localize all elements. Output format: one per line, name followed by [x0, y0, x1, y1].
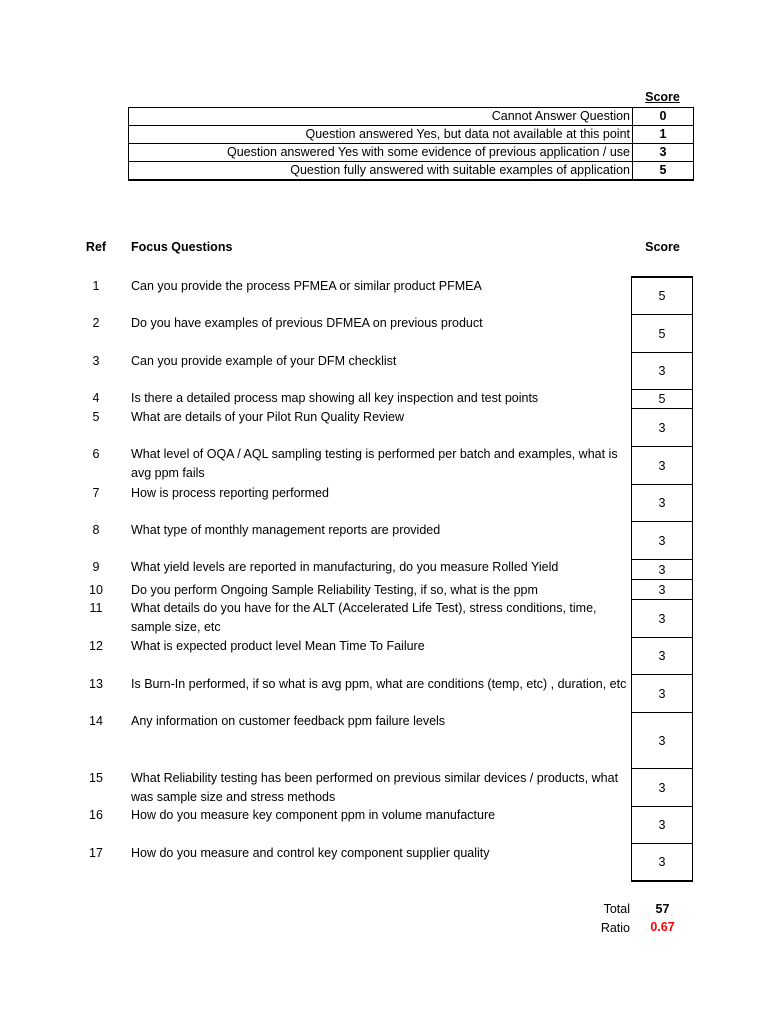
row-question: What details do you have for the ALT (Accelerated Life Test), stress conditions, time, sample size, etc: [131, 601, 597, 634]
legend-score-header: Score: [645, 90, 680, 104]
row-question: Can you provide the process PFMEA or similar product PFMEA: [131, 279, 482, 293]
row-question: What is expected product level Mean Time To Failure: [131, 639, 425, 653]
legend-description: Question answered Yes with some evidence of previous application / use: [129, 144, 633, 162]
score-cell: [631, 806, 693, 844]
row-question: How do you measure and control key component supplier quality: [131, 846, 490, 860]
row-ref: 13: [89, 677, 103, 691]
row-ref: 14: [89, 714, 103, 728]
legend-description: Question answered Yes, but data not available at this point: [129, 126, 633, 144]
score-cell: [631, 599, 693, 638]
row-ref: 10: [89, 583, 103, 597]
row-ref: 12: [89, 639, 103, 653]
score-cell: [631, 674, 693, 713]
score-cell: [631, 446, 693, 485]
score-value: 3: [658, 780, 666, 795]
score-value: 3: [658, 420, 666, 435]
row-ref: 1: [92, 279, 100, 293]
score-value: 3: [658, 649, 666, 663]
row-question: Is Burn-In performed, if so what is avg ppm, what are conditions (temp, etc) , duration, etc: [131, 677, 627, 691]
row-ref: 6: [92, 447, 100, 461]
row-ref: 16: [89, 808, 103, 822]
score-value: 5: [658, 392, 666, 406]
score-cell: [631, 352, 693, 390]
score-value: 3: [658, 496, 666, 510]
score-value: 3: [658, 855, 666, 869]
row-question: What yield levels are reported in manufacturing, do you measure Rolled Yield: [131, 560, 559, 574]
score-value: 5: [658, 326, 666, 341]
score-value: 3: [658, 458, 666, 473]
question-column-header: Focus Questions: [131, 240, 233, 254]
row-question: What type of monthly management reports are provided: [131, 523, 441, 537]
row-ref: 17: [89, 846, 103, 860]
score-value: 3: [658, 562, 666, 577]
row-question: How is process reporting performed: [131, 486, 329, 500]
legend-description: Question fully answered with suitable examples of application: [129, 162, 633, 181]
score-cell: [631, 314, 693, 353]
score-cell: [631, 768, 693, 807]
row-question: How do you measure key component ppm in volume manufacture: [131, 808, 496, 822]
score-value: 3: [658, 364, 666, 378]
score-cell: [631, 276, 693, 315]
legend-score: 5: [633, 162, 694, 181]
row-ref: 7: [92, 486, 100, 500]
row-ref: 9: [92, 560, 100, 574]
row-question: Do you have examples of previous DFMEA on previous product: [131, 316, 483, 330]
score-value: 3: [658, 582, 666, 597]
legend-score: 1: [633, 126, 694, 144]
score-value: 3: [658, 533, 666, 548]
row-question: What are details of your Pilot Run Quality Review: [131, 410, 405, 424]
legend-score: 3: [633, 144, 694, 162]
row-question: Any information on customer feedback ppm failure levels: [131, 714, 446, 728]
row-ref: 8: [92, 523, 100, 537]
row-question: What level of OQA / AQL sampling testing is performed per batch and examples, what is avg ppm fails: [131, 447, 618, 480]
row-ref: 11: [89, 601, 103, 615]
legend-description: Cannot Answer Question: [129, 108, 633, 126]
score-cell: [631, 559, 693, 580]
legend-row: [129, 162, 694, 181]
score-cell: [631, 521, 693, 560]
score-cell: [631, 637, 693, 675]
score-value: 5: [658, 289, 666, 303]
legend-row: [129, 108, 694, 126]
score-value: 3: [658, 611, 666, 626]
total-label: Total: [603, 902, 630, 916]
legend-row: [129, 126, 694, 144]
legend-row: [129, 144, 694, 162]
row-ref: 5: [92, 410, 100, 424]
ref-column-header: Ref: [85, 240, 107, 254]
row-question: Is there a detailed process map showing all key inspection and test points: [131, 391, 539, 405]
score-value: 3: [658, 733, 666, 748]
score-value: 3: [658, 686, 666, 701]
legend-score: 0: [633, 108, 694, 126]
row-ref: 3: [92, 354, 100, 368]
total-value: 57: [655, 902, 670, 916]
score-value: 3: [658, 818, 666, 832]
score-cell: [631, 484, 693, 522]
row-ref: 15: [89, 771, 103, 785]
row-question: What Reliability testing has been performed on previous similar devices / products, what was sample size and stress methods: [131, 771, 619, 804]
score-cell: [631, 389, 693, 409]
row-question: Can you provide example of your DFM checklist: [131, 354, 397, 368]
score-legend-table: [128, 107, 694, 181]
score-cell: [631, 712, 693, 769]
row-ref: 2: [92, 316, 100, 330]
score-cell: [631, 408, 693, 447]
score-cell: [631, 843, 693, 882]
score-column-header: Score: [645, 240, 680, 254]
score-cell: [631, 579, 693, 600]
ratio-value: 0.67: [650, 920, 675, 934]
row-question: Do you perform Ongoing Sample Reliability Testing, if so, what is the ppm: [131, 583, 538, 597]
row-ref: 4: [92, 391, 100, 405]
ratio-label: Ratio: [600, 921, 630, 935]
